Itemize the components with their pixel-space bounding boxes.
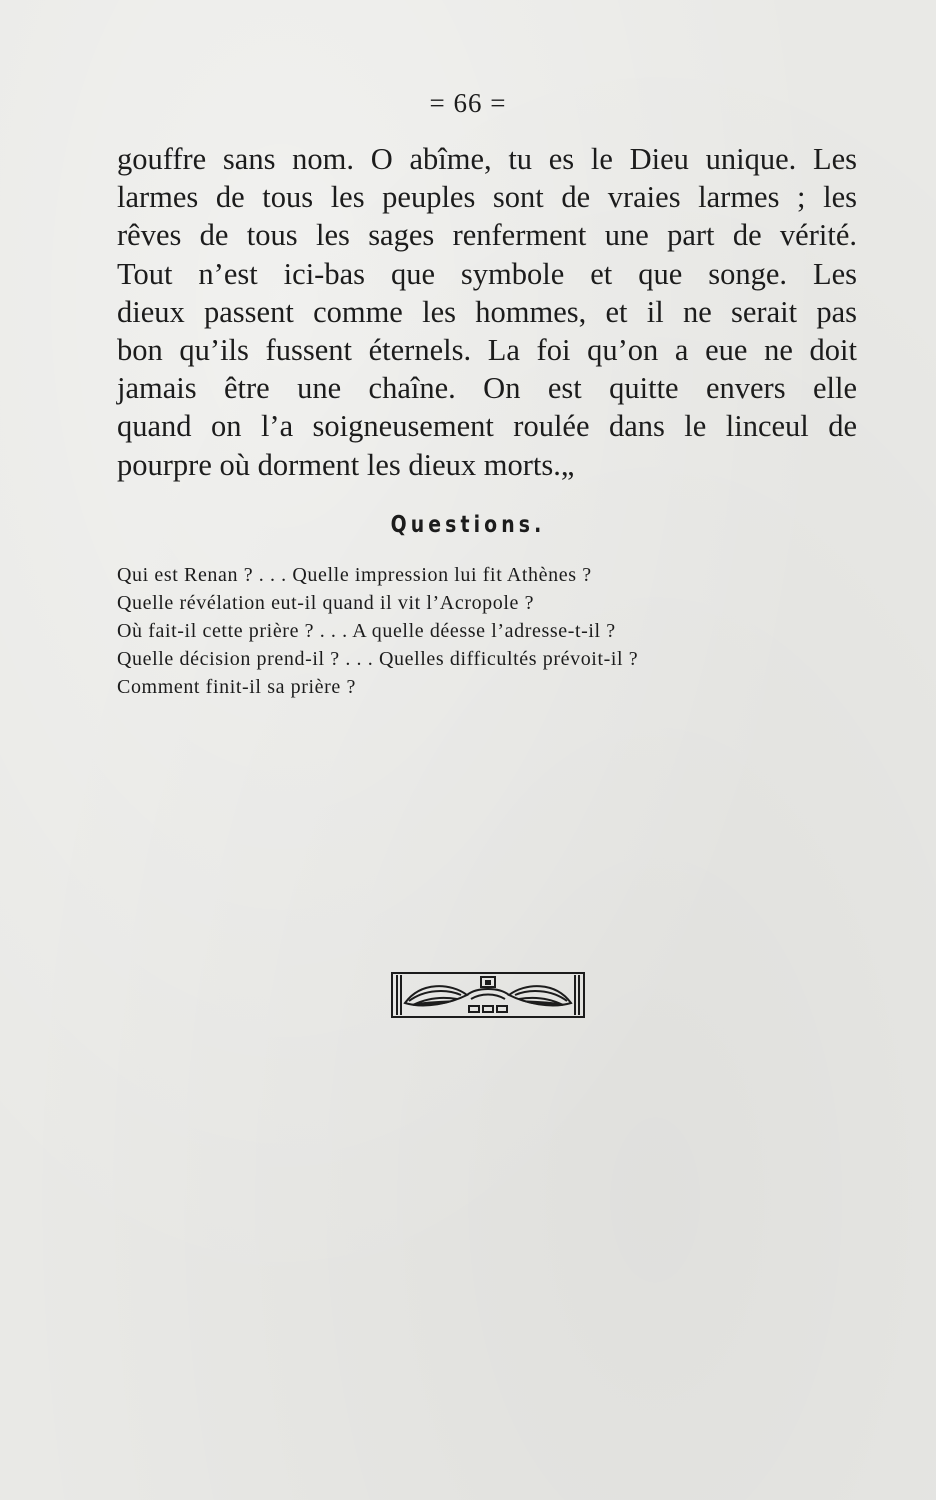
question-item: Qui est Renan ? . . . Quelle impression lui fit Athènes ? <box>117 564 592 586</box>
questions-list <box>117 561 757 701</box>
body-line: pourpre où dorment les dieux morts.„ <box>117 447 575 482</box>
body-line: bon qu’ils fussent éternels. La foi qu’on a eue ne doit <box>117 333 857 368</box>
body-line: dieux passent comme les hommes, et il ne serait pas <box>117 294 857 329</box>
page-number: = 66 = <box>429 88 507 118</box>
body-line: Tout n’est ici-bas que symbole et que songe. Les <box>117 256 857 291</box>
body-line: rêves de tous les sages renferment une part de vérité. <box>117 218 857 253</box>
question-item: Quelle révélation eut-il quand il vit l’Acropole ? <box>117 592 535 614</box>
question-item: Comment finit-il sa prière ? <box>117 676 356 698</box>
body-line: quand on l’a soigneusement roulée dans le linceul de <box>117 409 857 444</box>
question-item: Où fait-il cette prière ? . . . A quelle déesse l’adresse-t-il ? <box>117 620 616 642</box>
decorative-tailpiece-icon <box>391 971 585 1019</box>
body-line: gouffre sans nom. O abîme, tu es le Dieu unique. Les <box>117 142 857 176</box>
body-paragraph <box>117 140 857 484</box>
question-item: Quelle décision prend-il ? . . . Quelles difficultés prévoit-il ? <box>117 648 639 670</box>
body-line: larmes de tous les peuples sont de vraies larmes ; les <box>117 180 857 215</box>
questions-heading: Questions. <box>390 512 546 538</box>
body-line: jamais être une chaîne. On est quitte envers elle <box>117 371 857 406</box>
